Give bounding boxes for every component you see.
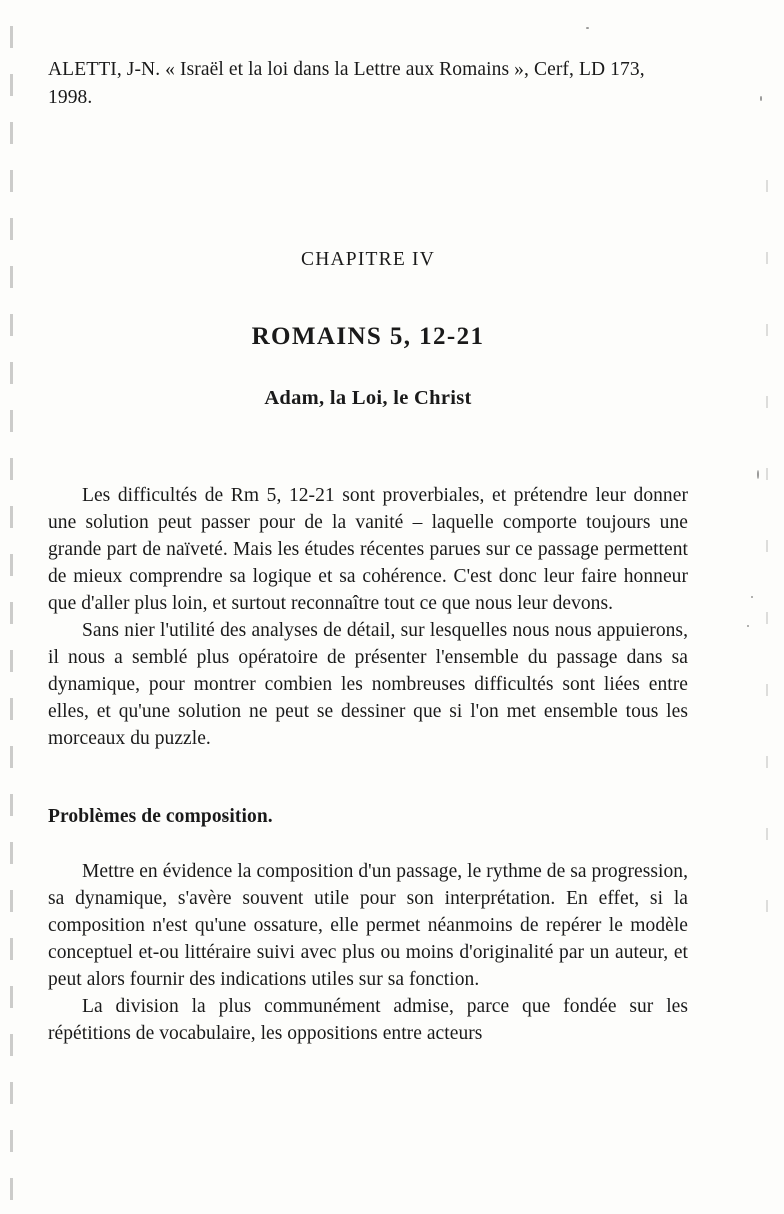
scan-speck (751, 596, 753, 598)
paragraph: Mettre en évidence la composition d'un passage, le rythme de sa progression, sa dynamique, s'avère souvent utile pour son interprétation. En effet, si la composition n'est qu'une ossature, elle permet néanmoins de repérer le modèle conceptuel et-ou littéraire suivi avec plus ou moins d'originalité par un auteur, et peut alors fournir des indications utiles sur sa fonction. (48, 860, 688, 990)
paragraph: Sans nier l'utilité des analyses de détail, sur lesquelles nous nous appuierons, il nous a semblé plus opératoire de présenter l'ensemble du passage dans sa dynamique, pour montrer combien les nombreuses difficultés sont liées entre elles, et qu'une solution ne peut se dessiner que si l'on met ensemble tous les morceaux du puzzle. (48, 619, 688, 749)
intro-section (48, 482, 688, 752)
scan-speck (760, 96, 762, 101)
paragraph: Les difficultés de Rm 5, 12-21 sont proverbiales, et prétendre leur donner une solution peut passer pour de la vanité – laquelle comporte toujours une grande part de naïveté. Mais les études récentes parues sur ce passage permettent de mieux comprendre sa logique et sa cohérence. C'est donc leur faire honneur que d'aller plus loin, et surtout reconnaître tout ce que nous leur devons. (48, 484, 688, 614)
source-citation: ALETTI, J-N. « Israël et la loi dans la Lettre aux Romains », Cerf, LD 173, 1998. (48, 59, 645, 109)
paragraph: La division la plus communément admise, parce que fondée sur les répétitions de vocabulaire, les oppositions entre acteurs (48, 995, 688, 1044)
chapter-subtitle: Adam, la Loi, le Christ (264, 386, 472, 409)
page-content (48, 56, 688, 1047)
page-right-edge-marks (766, 120, 768, 940)
composition-section (48, 858, 688, 1047)
scan-speck (757, 470, 759, 479)
chapter-label: CHAPITRE IV (301, 248, 435, 270)
section-heading: Problèmes de composition. (48, 805, 273, 827)
page-left-edge-marks (10, 0, 13, 1214)
scan-speck (586, 27, 589, 29)
chapter-title: ROMAINS 5, 12-21 (251, 322, 485, 350)
scan-speck (747, 625, 749, 627)
